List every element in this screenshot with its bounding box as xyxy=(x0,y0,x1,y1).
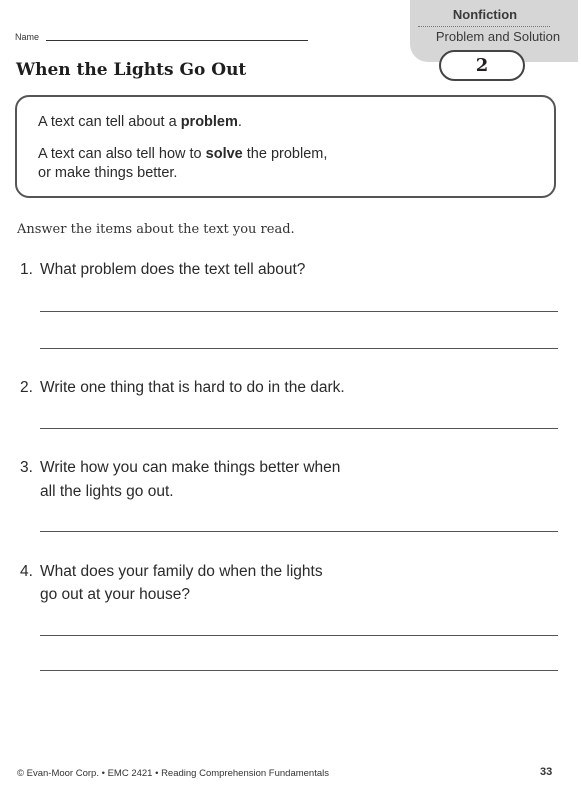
answer-line[interactable] xyxy=(40,635,558,636)
skill-label: Problem and Solution xyxy=(435,29,561,44)
answer-line[interactable] xyxy=(40,311,558,312)
question-4-continued: go out at your house? xyxy=(40,586,190,603)
info-line-1: A text can tell about a problem. xyxy=(38,114,242,130)
info-line-2: A text can also tell how to solve the problem, xyxy=(38,146,328,162)
answer-line[interactable] xyxy=(40,428,558,429)
page-title: When the Lights Go Out xyxy=(16,60,247,80)
lesson-number-badge: 2 xyxy=(439,50,525,81)
answer-line[interactable] xyxy=(40,348,558,349)
instructions: Answer the items about the text you read. xyxy=(17,222,295,237)
name-field-line[interactable] xyxy=(46,40,308,41)
question-3: 3. Write how you can make things better when xyxy=(20,459,341,476)
question-1: 1. What problem does the text tell about? xyxy=(20,261,306,278)
info-line-3: or make things better. xyxy=(38,165,178,181)
question-3-continued: all the lights go out. xyxy=(40,483,174,500)
question-2: 2. Write one thing that is hard to do in the dark. xyxy=(20,379,345,396)
tab-divider xyxy=(418,26,550,27)
genre-label: Nonfiction xyxy=(452,7,518,22)
answer-line[interactable] xyxy=(40,531,558,532)
answer-line[interactable] xyxy=(40,670,558,671)
name-label: Name xyxy=(15,32,40,42)
page-number: 33 xyxy=(540,766,553,778)
question-4: 4. What does your family do when the lights xyxy=(20,563,323,580)
footer-credit: © Evan-Moor Corp. • EMC 2421 • Reading Comprehension Fundamentals xyxy=(17,768,329,779)
